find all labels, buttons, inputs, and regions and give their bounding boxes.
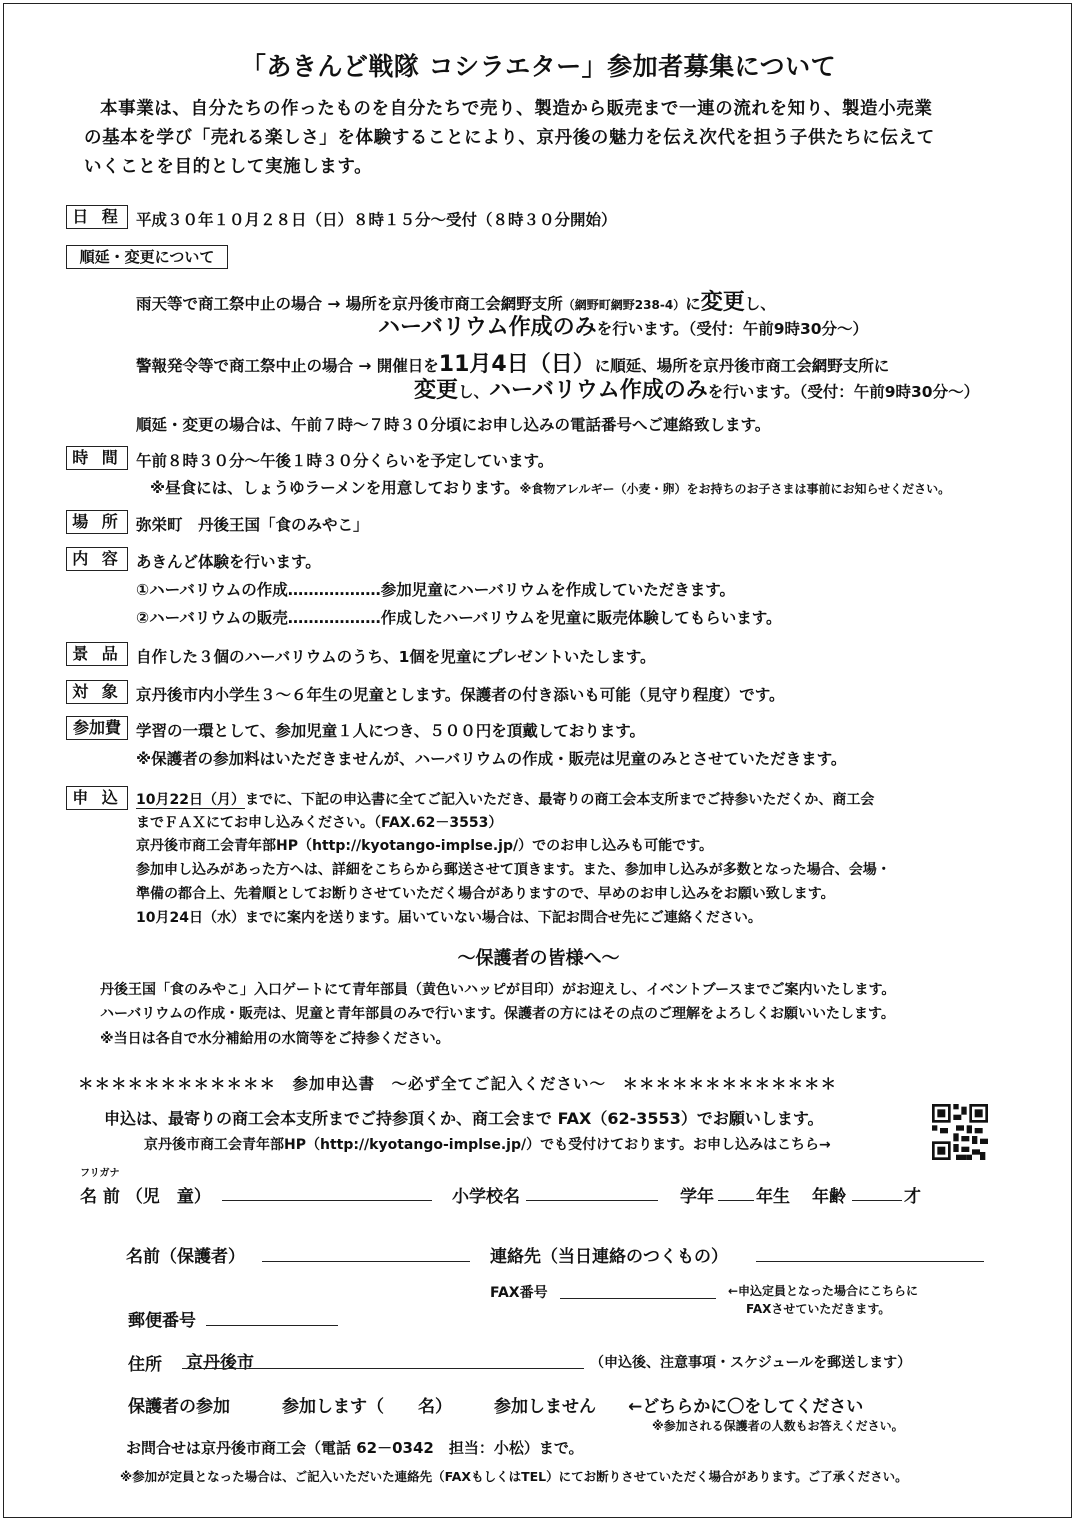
schedule-label: 日 程 xyxy=(66,205,128,229)
form-instruction-1: 申込は、最寄りの商工会本支所までご持参頂くか、商工会まで FAX（62-3553）でお願いします。 xyxy=(104,1109,824,1128)
page-title: 「あきんど戦隊 コシラエター」参加者募集について xyxy=(240,52,837,81)
circle-instruction: ←どちらかに〇をしてください xyxy=(628,1397,864,1417)
intro-line-2: の基本を学び「売れる楽しさ」を体験することにより、京丹後の魅力を伝え次代を担う子供たちに伝えて xyxy=(84,128,935,148)
age-unit: 才 xyxy=(904,1187,921,1207)
guardian-name-field[interactable] xyxy=(262,1261,470,1262)
postpone-note: 順延・変更の場合は、午前７時～７時３０分頃にお申し込みの電話番号へご連絡致します。 xyxy=(136,416,771,434)
content-label: 内 容 xyxy=(66,547,128,571)
grade-label: 学年 xyxy=(680,1187,714,1207)
guardians-line-3: ※当日は各自で水分補給用の水筒等をご持参ください。 xyxy=(100,1031,450,1047)
rain-change: 変更 xyxy=(700,290,745,315)
rain-address: （網野町網野238-4） xyxy=(562,298,686,312)
fax-note-2: FAXさせていただきます。 xyxy=(746,1302,891,1316)
apply-line-2: までＦＡＸにてお申し込みください。（FAX.62－3553） xyxy=(136,815,503,831)
address-field[interactable] xyxy=(182,1368,584,1369)
guardian-count-note: ※参加される保護者の人数もお答えください。 xyxy=(652,1419,904,1433)
rain-herbarium: ハーバリウム作成のみ xyxy=(378,315,597,340)
target-label: 対 象 xyxy=(66,680,128,704)
prize-label: 景 品 xyxy=(66,642,128,666)
alert-change: 変更 xyxy=(414,378,459,403)
age-label: 年齢 xyxy=(812,1187,846,1207)
guardians-line-1: 丹後王国「食のみやこ」入口ゲートにて青年部員（黄色いハッピが目印）がお迎えし、イベントブースまでご案内いたします。 xyxy=(100,982,896,998)
alert-date: 11月4日（日） xyxy=(438,352,595,377)
apply-line-3: 京丹後市商工会青年部HP（http://kyotango-implse.jp/）でのお申し込みも可能です。 xyxy=(136,838,713,854)
time-note xyxy=(150,476,950,498)
address-prefill: 京丹後市 xyxy=(186,1353,254,1373)
alert-text-c: し、 xyxy=(458,383,490,401)
rain-text-b: に xyxy=(685,295,701,313)
apply-line-1 xyxy=(136,789,874,809)
target-text: 京丹後市内小学生３～６年生の児童とします。保護者の付き添いも可能（見守り程度）です。 xyxy=(136,686,785,704)
fee-note: ※保護者の参加料はいただきませんが、ハーバリウムの作成・販売は児童のみとさせていただきます。 xyxy=(136,750,847,768)
time-text: 午前８時３０分～午後１時３０分くらいを予定しています。 xyxy=(136,452,554,470)
place-label: 場 所 xyxy=(66,510,128,534)
apply-text-1: までに、下記の申込書に全てご記入いただき、最寄りの商工会本支所までご持参いただくか、商工会 xyxy=(244,792,875,808)
fee-text: 学習の一環として、参加児童１人につき、５００円を頂戴しております。 xyxy=(136,722,646,740)
grade-field[interactable] xyxy=(718,1200,754,1201)
footer-note: ※参加が定員となった場合は、ご記入いただいた連絡先（FAXもしくはTEL）にてお断りさせていただく場合があります。ご了承ください。 xyxy=(120,1469,908,1484)
contact-field[interactable] xyxy=(756,1261,984,1262)
content-item-1: ①ハーバリウムの作成………………参加児童にハーバリウムを作成していただきます。 xyxy=(136,581,736,599)
place-text: 弥栄町 丹後王国「食のみやこ」 xyxy=(136,516,369,534)
postal-label: 郵便番号 xyxy=(128,1311,196,1331)
rain-text-c: し、 xyxy=(744,295,776,313)
form-header: ＊＊＊＊＊＊＊＊＊＊＊＊ 参加申込書 ～必ず全てご記入ください～ ＊＊＊＊＊＊＊＊＊＊＊＊＊ xyxy=(78,1075,838,1093)
alert-herbarium: ハーバリウム作成のみ xyxy=(489,378,708,403)
lunch-note: ※昼食には、しょうゆラーメンを用意しております。 xyxy=(150,479,520,497)
postpone-label: 順延・変更について xyxy=(66,245,228,269)
contact-label: 連絡先（当日連絡のつくもの） xyxy=(490,1247,728,1267)
apply-line-5: 準備の都合上、先着順としてお断りさせていただく場合がありますので、早めのお申し込みをお願い致します。 xyxy=(136,886,835,902)
intro-line-1: 本事業は、自分たちの作ったものを自分たちで売り、製造から販売まで一連の流れを知り、製造小売業 xyxy=(100,99,933,119)
not-attend-option[interactable]: 参加しません xyxy=(494,1397,596,1417)
prize-text: 自作した３個のハーバリウムのうち、1個を児童にプレゼントいたします。 xyxy=(136,648,656,666)
fax-note-1: ←申込定員となった場合にこちらに xyxy=(728,1284,919,1298)
content-text: あきんど体験を行います。 xyxy=(136,553,321,571)
guardian-name-label: 名前（保護者） xyxy=(126,1247,245,1267)
apply-line-6: 10月24日（水）までに案内を送ります。届いていない場合は、下記お問合せ先にご連絡ください。 xyxy=(136,910,762,926)
guardians-heading: ～保護者の皆様へ～ xyxy=(457,948,620,969)
rain-line-2 xyxy=(378,310,868,341)
attend-option[interactable]: 参加します（ 名） xyxy=(282,1397,452,1417)
guardians-line-2: ハーバリウムの作成・販売は、児童と青年部員のみで行います。保護者の方にはその点のご理解をよろしくお願いいたします。 xyxy=(100,1006,895,1022)
fax-label: FAX番号 xyxy=(490,1285,548,1301)
postal-field[interactable] xyxy=(206,1325,338,1326)
alert-text-b: に順延、場所を京丹後市商工会網野支所に xyxy=(594,357,890,375)
form-instruction-2: 京丹後市商工会青年部HP（http://kyotango-implse.jp/）でも受付けております。お申し込みはこちら→ xyxy=(144,1137,831,1153)
age-field[interactable] xyxy=(852,1200,902,1201)
school-label: 小学校名 xyxy=(452,1187,520,1207)
participation-label: 保護者の参加 xyxy=(128,1397,230,1417)
furigana-label: フリガナ xyxy=(80,1168,120,1179)
address-label: 住所 xyxy=(128,1355,162,1375)
alert-line-2 xyxy=(414,373,979,404)
intro-line-3: いくことを目的として実施します。 xyxy=(84,157,373,177)
time-label: 時 間 xyxy=(66,446,128,470)
content-item-2: ②ハーバリウムの販売………………作成したハーバリウムを児童に販売体験してもらいます。 xyxy=(136,609,782,627)
fax-field[interactable] xyxy=(560,1298,716,1299)
rain-reception: を行います。（受付：午前9時30分～） xyxy=(596,320,869,338)
qr-code-icon[interactable] xyxy=(932,1104,988,1160)
inquiry-text: お問合せは京丹後市商工会（電話 62－0342 担当：小松）まで。 xyxy=(126,1439,584,1457)
fee-label: 参加費 xyxy=(66,716,128,740)
child-name-field[interactable] xyxy=(222,1200,432,1201)
allergy-note: ※食物アレルギー（小麦・卵）をお持ちのお子さまは事前にお知らせください。 xyxy=(519,482,951,496)
address-note: （申込後、注意事項・スケジュールを郵送します） xyxy=(590,1355,912,1371)
apply-deadline: 10月22日（月） xyxy=(136,792,245,808)
schedule-text: 平成３０年１０月２８日（日）８時１５分～受付（８時３０分開始） xyxy=(136,211,617,229)
alert-text: 警報発令等で商工祭中止の場合 → 開催日を xyxy=(136,357,439,375)
apply-line-4: 参加申し込みがあった方へは、詳細をこちらから郵送させて頂きます。また、参加申し込みが多数となった場合、会場・ xyxy=(136,862,891,878)
apply-label: 申 込 xyxy=(66,786,128,810)
child-name-label: 名 前 （児 童） xyxy=(80,1187,211,1207)
rain-text: 雨天等で商工祭中止の場合 → 場所を京丹後市商工会網野支所 xyxy=(136,295,563,313)
school-field[interactable] xyxy=(526,1200,658,1201)
alert-reception: を行います。（受付：午前9時30分～） xyxy=(707,383,980,401)
grade-unit: 年生 xyxy=(756,1187,790,1207)
